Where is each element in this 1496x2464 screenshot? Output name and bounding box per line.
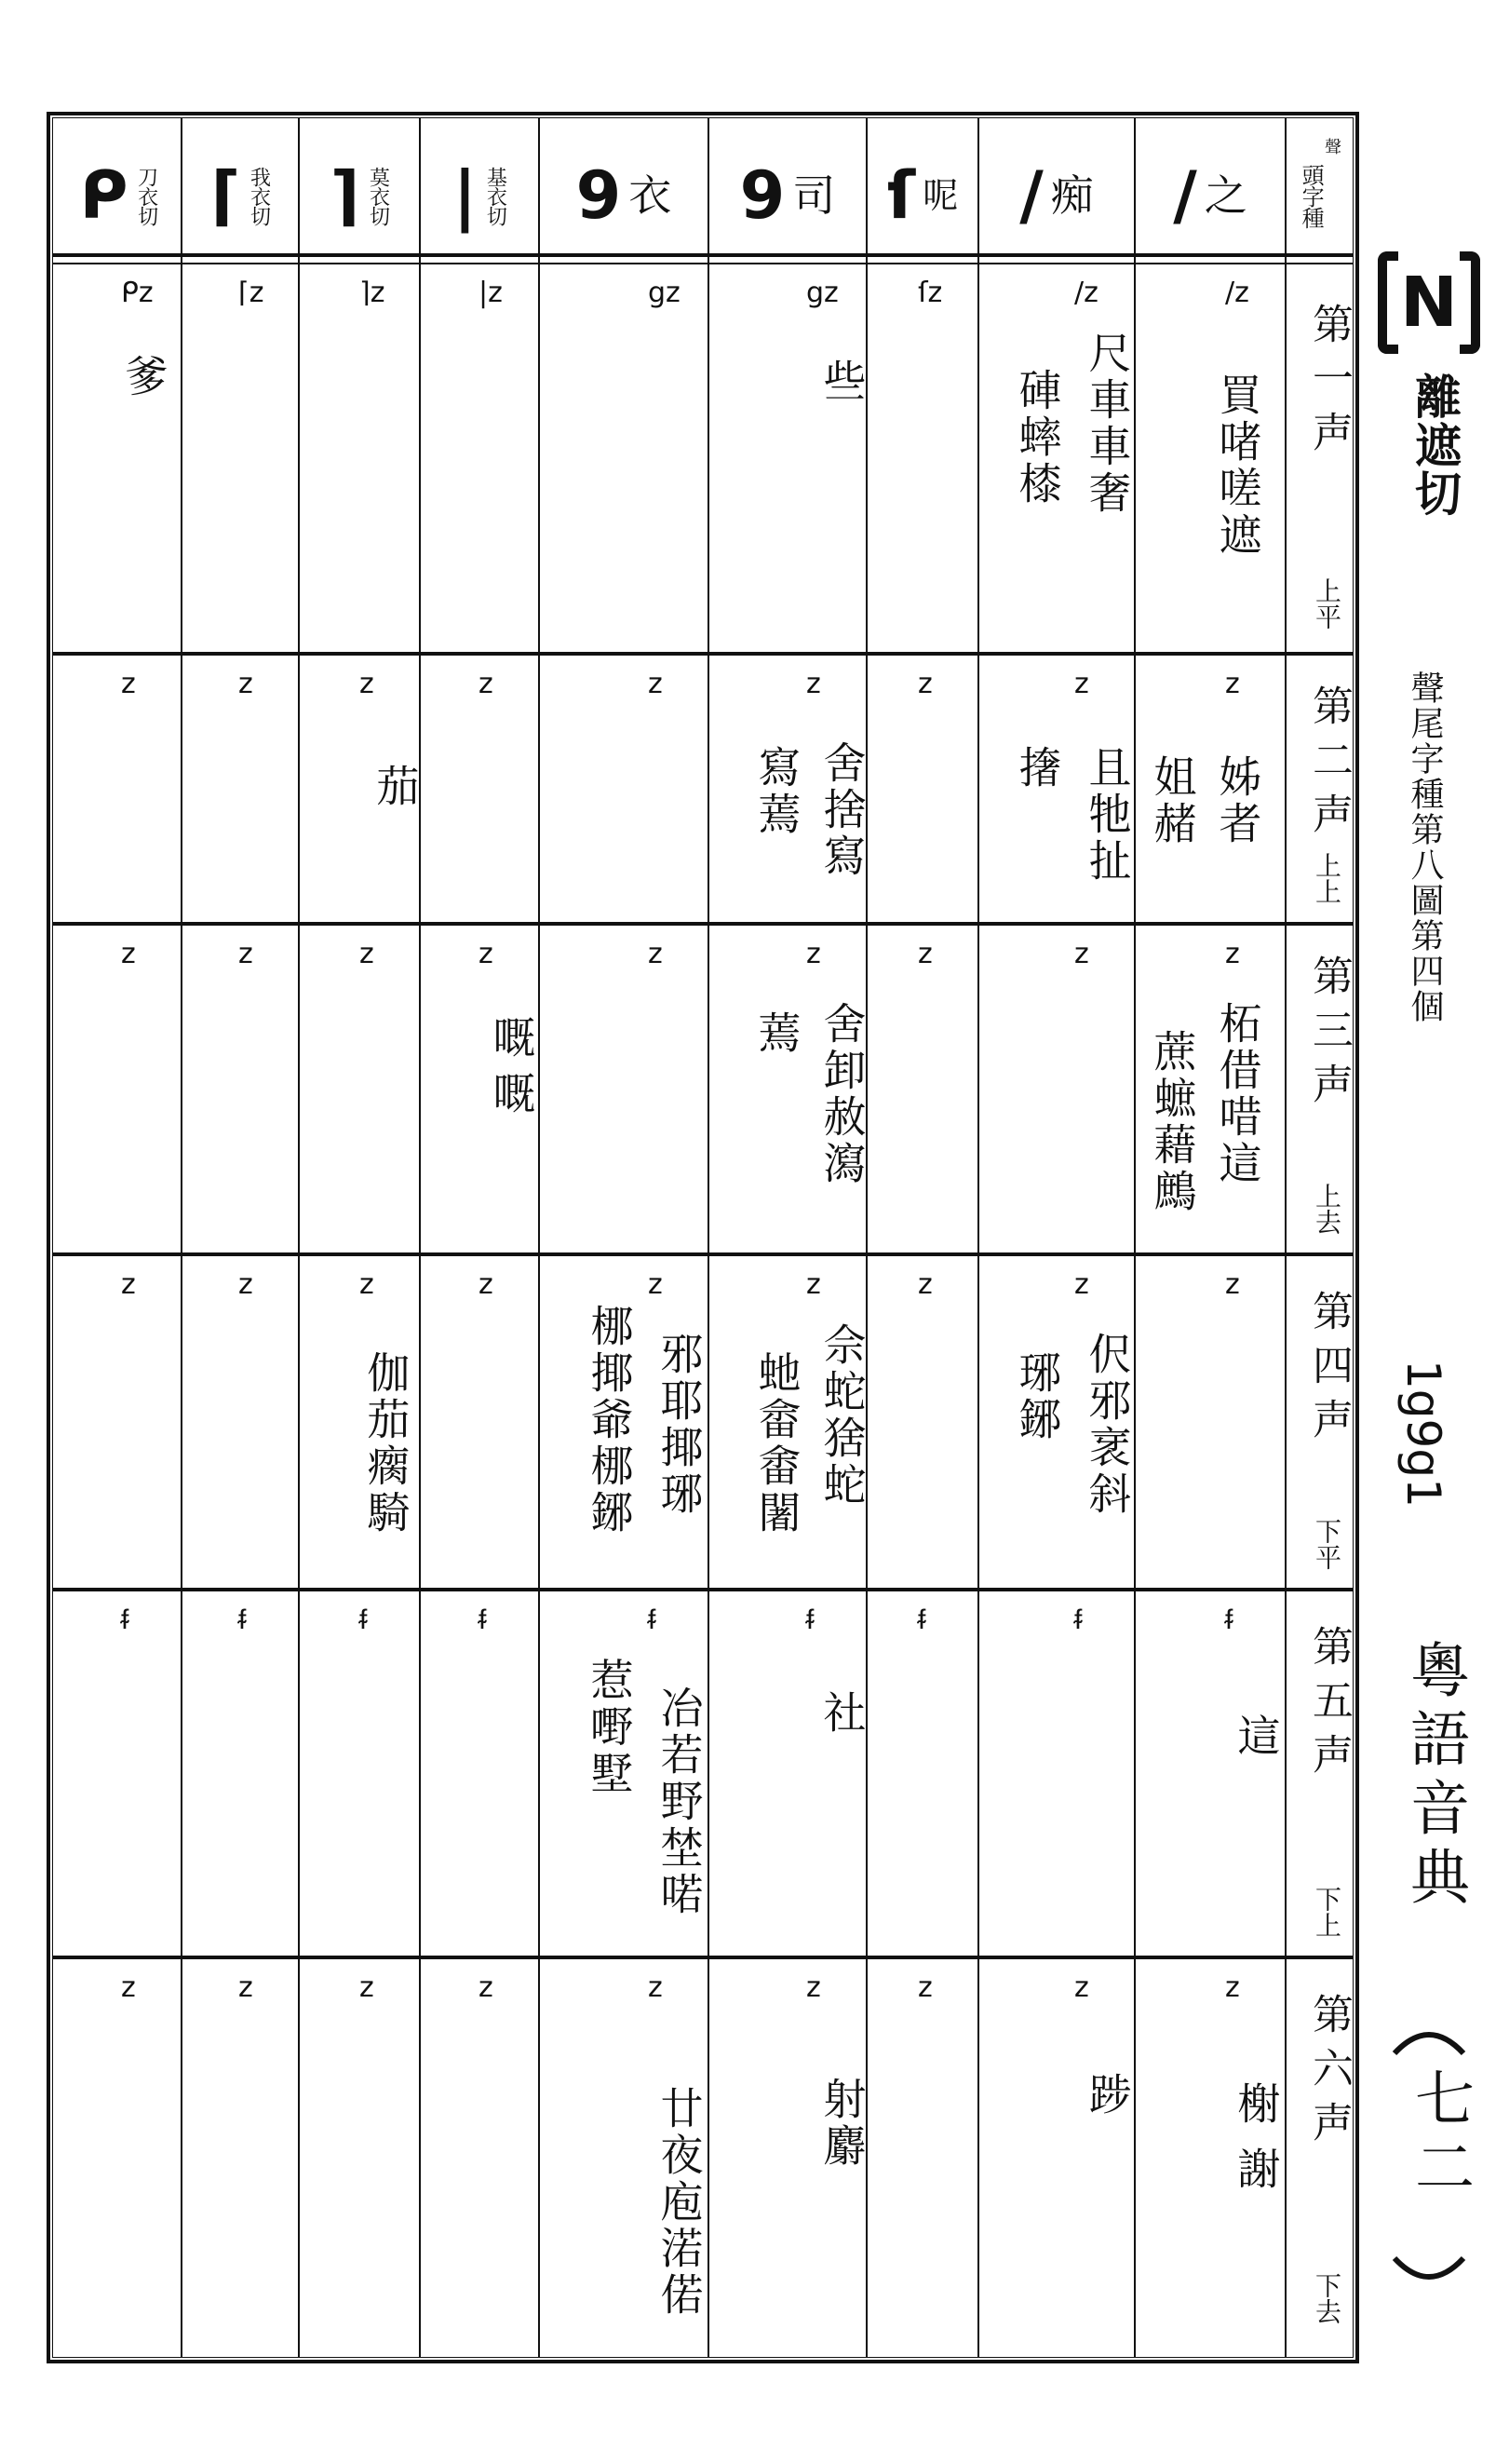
tone-mark: z <box>806 668 821 700</box>
tone-label: 上去 <box>1312 1183 1342 1235</box>
row-divider <box>52 652 1354 656</box>
char-column: 姊者 <box>1212 754 1263 847</box>
header-corner-small: 聲 <box>1322 138 1342 154</box>
char-column: 佘蛇猞蛇 <box>816 1322 868 1509</box>
tone-mark: ᑭz <box>121 277 154 309</box>
tone-mark: z <box>478 1268 493 1301</box>
col-divider <box>977 117 979 2358</box>
col-divider <box>298 117 300 2358</box>
char-column: 且牠扯 <box>1082 745 1133 885</box>
tone-mark: ᵮ <box>478 1604 487 1636</box>
char-column: 嘅 <box>486 1071 537 1117</box>
tone-mark: z <box>1074 1971 1089 2004</box>
header-cell <box>1136 130 1285 261</box>
row-label: 第五声 <box>1305 1625 1353 1787</box>
tone-mark: z <box>238 668 253 700</box>
tone-mark: z <box>478 1971 493 2004</box>
tone-mark: ſz <box>918 277 943 309</box>
row-divider <box>52 922 1354 926</box>
col-divider <box>1285 117 1287 2358</box>
paren-top-icon <box>1387 2021 1471 2058</box>
bracket-right-icon <box>1460 251 1480 354</box>
header-label: 刀衣切 <box>134 166 158 225</box>
char-column: 柘借唶這 <box>1212 1001 1263 1187</box>
char-column: 邪耶揶琊 <box>654 1332 705 1518</box>
book-title: 粵語音典 <box>1400 1639 1469 1915</box>
tone-mark: z <box>806 1971 821 2004</box>
row-label: 第一声 <box>1305 303 1353 465</box>
tone-mark: ᵮ <box>648 1604 656 1636</box>
header-label: 之 <box>1204 170 1247 221</box>
bracket-left-icon <box>1378 251 1398 354</box>
row-label: 第四声 <box>1305 1290 1353 1452</box>
char-column: 謝 <box>1231 2146 1282 2193</box>
tone-label: 上上 <box>1312 852 1342 904</box>
char-column: 這 <box>1231 1713 1282 1760</box>
initial-symbol: / <box>1173 157 1197 234</box>
tone-mark: z <box>1225 1268 1240 1301</box>
tone-mark: z <box>238 1268 253 1301</box>
page-number-text: 七二 <box>1405 2067 1474 2205</box>
tone-mark: z <box>121 668 136 700</box>
tone-mark: ᵮ <box>121 1604 129 1636</box>
char-column: 寫蔫 <box>751 745 802 838</box>
row-label: 第二声 <box>1305 684 1353 846</box>
tone-mark: gz <box>806 277 839 309</box>
tone-mark: |z <box>478 277 503 309</box>
tone-mark: z <box>478 668 493 700</box>
char-column: 尺車車奢 <box>1082 331 1133 517</box>
tone-mark: ᵮ <box>359 1604 368 1636</box>
tone-mark: z <box>918 938 933 970</box>
header-label: 我衣切 <box>247 166 271 225</box>
header-label: 莫衣切 <box>366 166 390 225</box>
tone-label: 上平 <box>1312 577 1342 630</box>
initial-symbol: ⌉ <box>330 157 360 234</box>
char-column: 蔗蟅藉鷓 <box>1147 1029 1198 1215</box>
row-divider <box>52 1588 1354 1591</box>
tone-mark: z <box>359 668 374 700</box>
char-column: 爹 <box>118 354 169 400</box>
col-divider <box>538 117 540 2358</box>
header-label: 基衣切 <box>483 166 507 225</box>
tone-mark: z <box>918 1268 933 1301</box>
tone-mark: z <box>238 1971 253 2004</box>
header-corner <box>1287 130 1352 261</box>
header-label: 呢 <box>923 175 959 216</box>
tone-mark: z <box>359 1971 374 2004</box>
col-divider <box>419 117 421 2358</box>
row-divider <box>52 1956 1354 1959</box>
tone-mark: ᵮ <box>918 1604 926 1636</box>
tone-mark: /z <box>1074 277 1098 309</box>
tone-mark: z <box>1225 938 1240 970</box>
tone-mark: z <box>918 668 933 700</box>
header-cell <box>540 130 708 261</box>
tone-label: 下上 <box>1312 1886 1342 1938</box>
page-number <box>1387 2021 1474 2291</box>
tone-mark: z <box>648 1268 663 1301</box>
chart-subtitle: 聲尾字種第八圖第四個 <box>1406 670 1444 1024</box>
char-column: 踄 <box>1082 2072 1133 2119</box>
initial-symbol: ᑭ <box>79 157 128 234</box>
row-label: 第六声 <box>1305 1993 1353 2155</box>
tone-mark: z <box>1074 668 1089 700</box>
header-label: 衣 <box>628 170 672 221</box>
tone-mark: gz <box>648 277 681 309</box>
symbol-series: 1g9g1 <box>1396 1360 1450 1508</box>
tone-mark: z <box>121 1971 136 2004</box>
initial-symbol: | <box>452 157 478 234</box>
header-divider <box>52 263 1354 264</box>
header-label: 司 <box>792 170 836 221</box>
char-column: 射麝 <box>816 2077 868 2170</box>
tone-mark: z <box>359 1268 374 1301</box>
tone-mark: ⌈z <box>238 277 264 309</box>
tone-mark: ᵮ <box>806 1604 815 1636</box>
char-column: 硨蟀㯃 <box>1012 368 1063 508</box>
tone-mark: z <box>1074 1268 1089 1301</box>
char-column: 榭 <box>1231 2081 1282 2128</box>
initial-symbol: / <box>1019 157 1044 234</box>
header-cell <box>979 130 1134 261</box>
initial-symbol: ⌈ <box>210 157 241 234</box>
char-column: 買啫嗟遮 <box>1212 372 1263 559</box>
tone-mark: z <box>648 938 663 970</box>
char-column: 撦 <box>1012 745 1063 792</box>
col-divider <box>866 117 868 2358</box>
tone-label: 下平 <box>1312 1518 1342 1570</box>
char-column: 茄 <box>370 764 421 810</box>
tone-mark: ᵮ <box>1074 1604 1083 1636</box>
tone-mark: z <box>1074 938 1089 970</box>
initial-symbol: 9 <box>739 157 786 234</box>
char-column: 伽茄瘸騎 <box>360 1350 411 1537</box>
char-column: 冶若野埜喏 <box>654 1686 705 1918</box>
badge-subtitle: 離遮切 <box>1408 372 1462 518</box>
initial-symbol: 9 <box>575 157 622 234</box>
tone-mark: ⌉z <box>359 277 385 309</box>
char-column: 伬邪衺斜 <box>1082 1332 1133 1518</box>
header-corner-label: 頭字種 <box>1298 163 1325 228</box>
badge-letter: N <box>1400 263 1458 343</box>
tone-mark: z <box>806 1268 821 1301</box>
tone-mark: z <box>121 938 136 970</box>
col-divider <box>181 117 182 2358</box>
initial-symbol: ſ <box>886 157 916 234</box>
header-cell <box>709 130 866 261</box>
char-column: 姐赭 <box>1147 754 1198 847</box>
char-column: 惹嘢墅 <box>584 1658 635 1797</box>
char-column: 社 <box>816 1690 868 1737</box>
char-column: 嘅 <box>486 1015 537 1062</box>
tone-mark: z <box>1225 1971 1240 2004</box>
char-column: 廿夜庖渃偌 <box>654 2086 705 2319</box>
header-label: 痴 <box>1050 170 1094 221</box>
tone-mark: z <box>121 1268 136 1301</box>
header-cell <box>300 130 419 261</box>
row-label: 第三声 <box>1305 954 1353 1117</box>
header-cell <box>182 130 298 261</box>
char-column: 舍卸赦瀉 <box>816 1001 868 1187</box>
char-column: 蔫 <box>751 1010 802 1057</box>
tone-mark: z <box>1225 668 1240 700</box>
tone-mark: z <box>648 668 663 700</box>
tone-mark: z <box>648 1971 663 2004</box>
tone-mark: z <box>478 938 493 970</box>
tone-mark: z <box>359 938 374 970</box>
paren-bottom-icon <box>1387 2254 1471 2291</box>
tone-label: 下去 <box>1312 2272 1342 2324</box>
char-column: 梛揶爺梛鋣 <box>584 1304 635 1537</box>
char-column: 虵畲畬闍 <box>751 1350 802 1537</box>
char-column: 些 <box>816 359 868 405</box>
tone-mark: ᵮ <box>238 1604 247 1636</box>
col-divider <box>708 117 709 2358</box>
tone-mark: z <box>806 938 821 970</box>
tone-mark: /z <box>1225 277 1249 309</box>
col-divider <box>1134 117 1136 2358</box>
tone-mark: ᵮ <box>1225 1604 1233 1636</box>
header-cell <box>421 130 538 261</box>
tone-mark: z <box>918 1971 933 2004</box>
section-badge <box>1378 251 1480 354</box>
table-inner-frame <box>52 117 1354 2358</box>
header-cell <box>868 130 977 261</box>
row-divider <box>52 1252 1354 1256</box>
tone-mark: z <box>238 938 253 970</box>
header-cell <box>56 130 181 261</box>
char-column: 舍捨寫 <box>816 740 868 880</box>
char-column: 琊鋣 <box>1012 1350 1063 1443</box>
